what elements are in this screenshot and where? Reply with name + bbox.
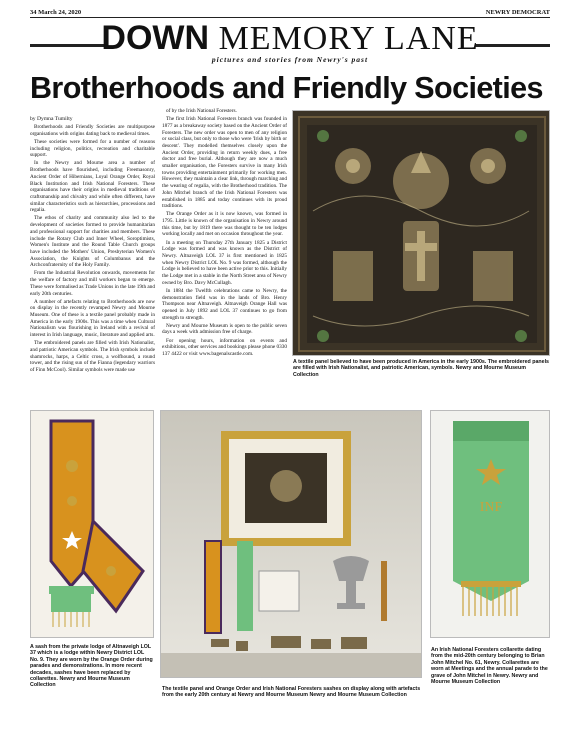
textile-panel-photo [292,110,550,356]
paragraph: The ethos of charity and community also led to the development of societies formed to provide humanitarian and professional support for charities and members. These include the Rotary Club and Inner Wheel, Soroptimists, Women's Institute and the Round Table Church groups have included the Mothers' Union, Presbyterian Women's Association, the Knights of Columbanus and the Archconfraternity of the Holy Family. [30,215,155,269]
display-case-photo [160,410,422,678]
byline: by Dymna Tumilty [30,116,73,122]
orange-sash-caption: A sash from the private lodge of Altnaveigh LOL 37 which is a lodge within Newry District LOL No. 9. They are worn by the Orange Order during parades and demonstrations. In more recent decades, sashes have been replaced by collarettes. Newry and Mourne Museum Collection [30,644,153,689]
page-header [30,4,550,16]
paragraph: Brotherhoods and Friendly Societies are multipurpose organisations with origins dating back to medieval times. [30,124,155,137]
paragraph: In 1884 the Twelfth celebrations came to Newry, the demonstration field was in the lands of Bro. Henry Thompson near Altnaveigh. Altnaveigh Orange Hall was opened in July 1892 and LOL 37 continues to go from strength to strength. [162,287,287,321]
masthead-title: DOWN MEMORY LANE [101,19,479,57]
publication-name: NEWRY DEMOCRAT [485,9,550,16]
page-date: 34 March 24, 2020 [30,9,82,16]
article-column-2 [162,108,287,359]
display-case-caption: The textile panel and Orange Order and Irish National Foresters sashes on display along with artefacts from the early 20th century at Newry and Mourne Museum Newry and Mourne Museum Collection [162,686,421,699]
paragraph: For opening hours, information on events and exhibitions, other services and bookings please phone 0330 137 4422 or visit www.bagenalscastle.com. [162,337,287,357]
header-rule [30,17,550,18]
display-case-image [161,411,422,678]
collarette-photo [430,410,550,638]
paragraph: In the Newry and Mourne area a number of Brotherhoods have flourished, including Freemasonry, Ancient Order of Hibernians, Loyal Orange Order, Royal Black Institution and Irish National Foresters. These organisations have their origins in medieval traditions of craftsmanship and chivalry and while often different, have similar characteristics such as hierarchies, processions and regalia. [30,160,155,214]
collarette-caption: An Irish National Foresters collarette dating from the mid-20th century belonging to Brian John Mitchel No. 61, Newry. Collarettes are worn at Meetings and the annual parade to the grave of John Mitchel in Newry. Newry and Mourne Museum Collection [431,647,548,686]
orange-sash-photo [30,410,154,638]
paragraph: Newry and Mourne Museum is open to the public seven days a week with admission free of charge. [162,322,287,336]
paragraph: A number of artefacts relating to Brotherhoods are now on display in the recently revamped Newry and Mourne Museum. One of these is a textile panel probably made in America in the early 1900s. This was a time when Cultural Nationalism was flourishing in Ireland with a revival of interest in Irish language, music, literature and applied arts. [30,298,155,339]
masthead-subtitle: pictures and stories from Newry's past [211,55,369,64]
paragraph: of by the Irish National Foresters. [166,108,237,114]
paragraph: The Orange Order as it is now known, was formed in 1795. Little is known of the organisation in Newry around this time, but by 1819 there was thought to be ten lodges working locally and met on occasion throughout the year. [162,211,287,238]
textile-panel-caption: A textile panel believed to have been produced in America in the early 1900s. The embroidered panels are filled with Irish Nationalist, and patriotic American, symbols. Newry and Mourne Museum Collection [293,359,550,378]
article-headline: Brotherhoods and Friendly Societies [30,71,543,105]
paragraph: From the Industrial Revolution onwards, movements for the welfare of factory and mill workers began to emerge. These were formalised as Trade Unions in the late 19th and early 20th centuries. [30,270,155,297]
textile-panel-image [293,111,550,356]
orange-sash-image [31,411,154,638]
paragraph: The embroidered panels are filled with Irish Nationalist, and patriotic American symbols. The Irish symbols include shamrocks, harps, a Celtic cross, a wolfhound, a round tower, and the rising sun of the Fianna (legendary warriors of Finn McCool). Similar symbols were made use [30,340,155,374]
paragraph: In a meeting on Thursday 27th January 1825 a District Lodge was formed and was known as the District of Newry. Altnaveigh LOL 37 is first mentioned in 1825 when Newry District LOL No. 9 was formed, although the Lodge is believed to have been active prior to this. Initially the Lodge met in a stable in the North Street area of Newry owned by Bro. Davy McCullagh. [162,239,287,286]
masthead [78,19,502,64]
collarette-image [431,411,550,638]
paragraph: The first Irish National Foresters branch was founded in 1877 as a breakaway society based on the Ancient Order of Foresters. The new order was open to men of any religion or social class, but only to those who were 'Irish by birth or descent'. They modelled themselves closely upon the Ancient Order, providing in return weekly dues, a free doctor and free burial. Although they are now a much smaller organisation, the Foresters survive in many Irish towns providing entertainment primarily for working men. However, they maintain a clear link, through marching and the wearing of regalia, with the Brotherhood tradition. The John Mitchel branch of the Irish National Foresters was established in 1885 and today continues with its proud traditions. [162,116,287,210]
article-column-1 [30,108,155,375]
collarette-lettering: INF [479,500,503,515]
paragraph: These societies were formed for a number of reasons including religion, politics, recreation and charitable support. [30,138,155,159]
